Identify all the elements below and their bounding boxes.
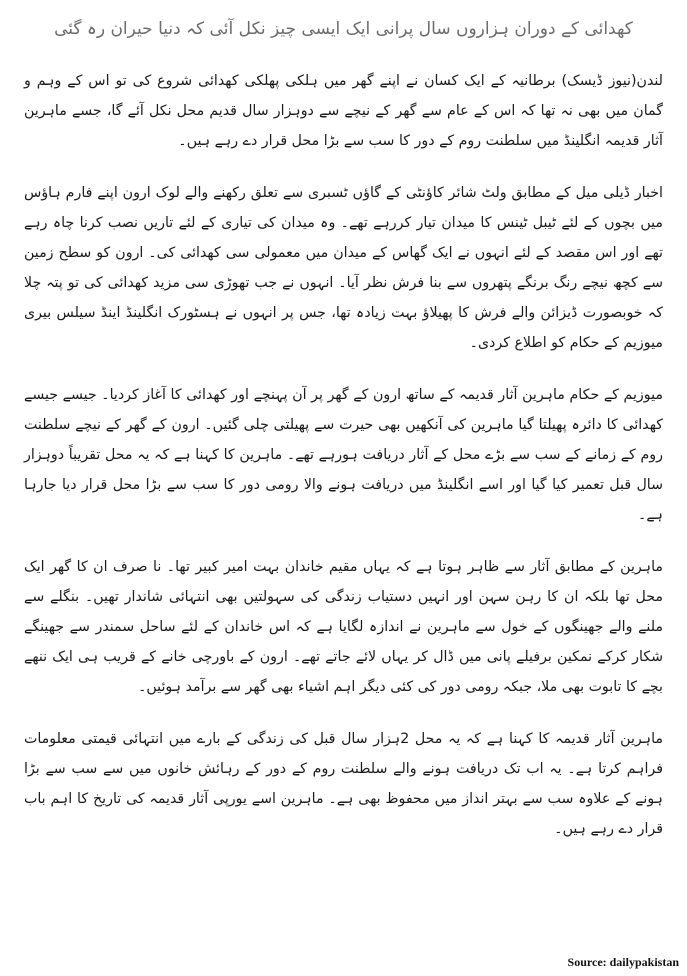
article-paragraph-3: میوزیم کے حکام ماہرین آثار قدیمہ کے ساتھ ارون کے گھر پر آن پہنچے اور کھدائی کا آغاز کردیا۔ جیسے جیسے کھدائی کا دائرہ پھیلتا گیا ماہرین کی آنکھیں بھی حیرت سے پھیلتی چلی گئیں۔ ارون کے گھر کے نیچے سلطنت روم کے زمانے کے سب سے بڑے محل کے آثار دریافت ہورہے تھے۔ ماہرین کا کہنا ہے کہ یہ محل تقریباً دوہزار سال قبل تعمیر کیا گیا اور اسے انگلینڈ میں دریافت ہونے والا رومی دور کا سب سے بڑا محل قرار دیا جارہا ہے۔ [24, 387, 663, 523]
article-paragraph-4: ماہرین کے مطابق آثار سے ظاہر ہوتا ہے کہ یہاں مقیم خاندان بہت امیر کبیر تھا۔ نا صرف ان کا گھر ایک محل تھا بلکہ ان کا رہن سہن اور انہیں دستیاب زندگی کی سہولتیں بھی انتہائی شاندار تھیں۔ بنگلے سے ملنے والے جھینگوں کے خول سے ماہرین نے اندازہ لگایا ہے کہ اس خاندان کے لئے ساحل سمندر سے جھینگے شکار کرکے نمکین برفیلے پانی میں ڈال کر یہاں لائے جاتے تھے۔ ارون کے باورچی خانے کے قریب ہی ایک ننھے بچے کا تابوت بھی ملا، جبکہ رومی دور کی کئی دیگر اہم اشیاء بھی گھر سے برآمد ہوئیں۔ [24, 559, 663, 695]
article-paragraph-1: لندن(نیوز ڈیسک) برطانیہ کے ایک کسان نے اپنے گھر میں ہلکی پھلکی کھدائی شروع کی تو اس کے وہم و گمان میں بھی نہ تھا کہ اس کے عام سے گھر کے نیچے سے دوہزار سال قدیم محل نکل آئے گا، جسے ماہرین آثار قدیمہ انگلینڈ میں سلطنت روم کے دور کا سب سے بڑا محل قرار دے رہے ہیں۔ [24, 73, 663, 149]
article-paragraph-5: ماہرین آثار قدیمہ کا کہنا ہے کہ یہ محل 2ہزار سال قبل کی زندگی کے بارے میں انتہائی قیمتی معلومات فراہم کرتا ہے۔ یہ اب تک دریافت ہونے والے سلطنت روم کے دور کے رہائش خانوں میں سے سب سے بڑا ہونے کے علاوہ سب سے بہتر انداز میں محفوظ بھی ہے۔ ماہرین اسے یورپی آثار قدیمہ کی تاریخ کا اہم باب قرار دے رہے ہیں۔ [24, 731, 663, 837]
source-credit: Source: dailypakistan [567, 955, 679, 969]
article-paragraph-2: اخبار ڈیلی میل کے مطابق ولٹ شائر کاؤنٹی کے گاؤں ٹسبری سے تعلق رکھنے والے لوک ارون اپنے فارم ہاؤس میں بچوں کے لئے ٹیبل ٹینس کا میدان تیار کررہے تھے۔ وہ میدان کی تیاری کے لئے تاریں نصب کرنا چاہ رہے تھے اور اس مقصد کے لئے انہوں نے ایک گھاس کے میدان میں معمولی سی کھدائی کی۔ ارون کو سطح زمین سے کچھ نیچے رنگ برنگے پتھروں سے بنا فرش نظر آیا۔ انہوں نے جب تھوڑی سی مزید کھدائی کی تو پتہ چلا کہ خوبصورت ڈیزائن والے فرش کا پھیلاؤ بہت زیادہ تھا، جس پر انہوں نے ہسٹورک انگلینڈ اینڈ سیلس بیری میوزیم کے حکام کو اطلاع کردی۔ [24, 185, 663, 351]
article-headline: کھدائی کے دوران ہزاروں سال پرانی ایک ایسی چیز نکل آئی کہ دنیا حیران رہ گئی [54, 19, 633, 39]
